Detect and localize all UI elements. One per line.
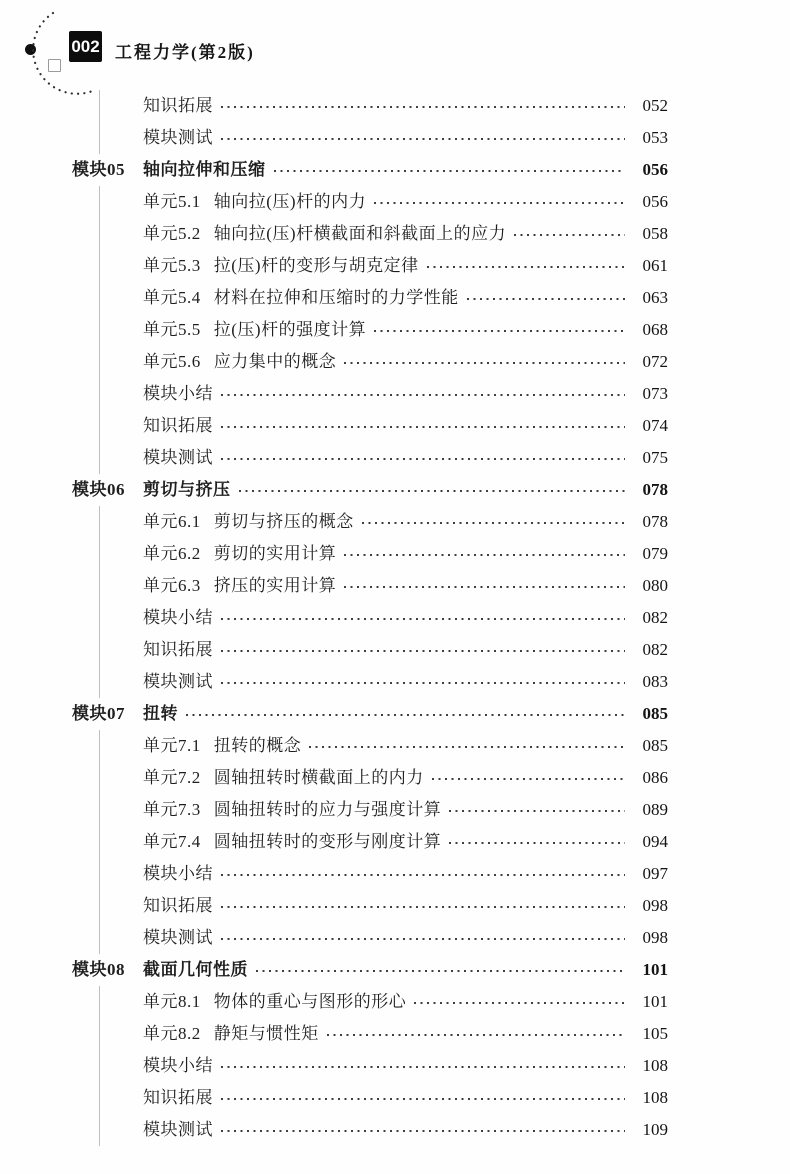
page-number: 105: [642, 1024, 668, 1043]
toc-entry: [143, 1018, 668, 1050]
dot-leader: [514, 234, 625, 236]
entry-title: 挤压的实用计算: [213, 576, 337, 595]
page-number: 094: [642, 832, 668, 851]
toc-entry: [143, 922, 668, 954]
module-header-row: [72, 474, 668, 506]
entry-label: 单元7.3: [143, 800, 201, 819]
dot-leader: [186, 714, 625, 716]
page-header: [0, 0, 790, 92]
page-number: 083: [642, 672, 668, 691]
entry-title: 模块测试: [143, 928, 213, 947]
toc-entry: [143, 506, 668, 538]
dot-leader: [221, 1066, 625, 1068]
entry-title: 圆轴扭转时横截面上的内力: [213, 768, 424, 787]
page-number: 080: [642, 576, 668, 595]
entry-title: 模块测试: [143, 672, 213, 691]
module-title: 轴向拉伸和压缩: [143, 160, 266, 179]
module-label: 模块08: [72, 960, 125, 979]
page-number: 082: [642, 608, 668, 627]
page-number: 108: [642, 1056, 668, 1075]
toc-entry: [143, 858, 668, 890]
dot-leader: [344, 362, 625, 364]
entry-title: 剪切与挤压的概念: [213, 512, 354, 531]
entry-title: 圆轴扭转时的应力与强度计算: [213, 800, 442, 819]
entry-title: 模块小结: [143, 384, 213, 403]
toc-section: [72, 154, 668, 474]
page-number: 085: [642, 704, 668, 723]
page-number: 085: [642, 736, 668, 755]
dot-leader: [239, 490, 626, 492]
entry-title: 拉(压)杆的强度计算: [213, 320, 367, 339]
dot-leader: [449, 810, 625, 812]
entry-title: 拉(压)杆的变形与胡克定律: [213, 256, 419, 275]
module-header-row: [72, 698, 668, 730]
page-number: 101: [642, 960, 668, 979]
dot-leader: [221, 426, 625, 428]
entry-label: 单元5.4: [143, 288, 201, 307]
book-title: 工程力学(第2版): [115, 43, 255, 62]
toc-entry: [143, 634, 668, 666]
module-header-row: [72, 954, 668, 986]
entry-label: 单元6.3: [143, 576, 201, 595]
entry-title: 剪切的实用计算: [213, 544, 337, 563]
toc-section-items: [99, 730, 668, 954]
dot-leader: [274, 170, 626, 172]
page-number: 056: [642, 160, 668, 179]
dot-leader: [221, 106, 625, 108]
page-number: 058: [642, 224, 668, 243]
entry-label: 单元8.1: [143, 992, 201, 1011]
toc-entry: [143, 890, 668, 922]
toc: [72, 90, 668, 1146]
dot-leader: [221, 650, 625, 652]
page-number: 052: [642, 96, 668, 115]
toc-entry: [143, 346, 668, 378]
toc-section: [72, 90, 668, 154]
dot-leader: [449, 842, 625, 844]
page-number: 063: [642, 288, 668, 307]
dot-leader: [374, 330, 625, 332]
dot-leader: [221, 618, 625, 620]
page-number: 075: [642, 448, 668, 467]
entry-title: 扭转的概念: [213, 736, 302, 755]
entry-title: 模块测试: [143, 128, 213, 147]
dot-leader: [374, 202, 625, 204]
entry-title: 物体的重心与图形的形心: [213, 992, 407, 1011]
entry-title: 静矩与惯性矩: [213, 1024, 319, 1043]
toc-entry: [143, 282, 668, 314]
entry-title: 模块测试: [143, 448, 213, 467]
page-number: 098: [642, 896, 668, 915]
toc-section: [72, 954, 668, 1146]
entry-label: 单元5.3: [143, 256, 201, 275]
entry-label: 单元6.2: [143, 544, 201, 563]
entry-label: 单元7.2: [143, 768, 201, 787]
toc-entry: [143, 986, 668, 1018]
page-number: 089: [642, 800, 668, 819]
toc-entry: [143, 378, 668, 410]
entry-title: 知识拓展: [143, 416, 213, 435]
page-number: 061: [642, 256, 668, 275]
dot-leader: [221, 938, 625, 940]
toc-entry: [143, 410, 668, 442]
module-title: 剪切与挤压: [143, 480, 231, 499]
entry-label: 单元5.1: [143, 192, 201, 211]
entry-title: 轴向拉(压)杆的内力: [213, 192, 367, 211]
entry-title: 应力集中的概念: [213, 352, 337, 371]
dot-leader: [467, 298, 625, 300]
toc-entry: [143, 1082, 668, 1114]
page-number: 072: [642, 352, 668, 371]
entry-label: 单元5.6: [143, 352, 201, 371]
dot-leader: [432, 778, 625, 780]
page-number: 097: [642, 864, 668, 883]
module-label: 模块07: [72, 704, 125, 723]
entry-title: 模块小结: [143, 1056, 213, 1075]
page-number: 073: [642, 384, 668, 403]
page-number: 056: [642, 192, 668, 211]
toc-entry: [143, 122, 668, 154]
toc-section-items: [99, 986, 668, 1146]
dot-leader: [344, 554, 625, 556]
page-number: 078: [642, 480, 668, 499]
page-number: 074: [642, 416, 668, 435]
page-number: 108: [642, 1088, 668, 1107]
toc-entry: [143, 538, 668, 570]
dot-leader: [221, 1130, 625, 1132]
entry-label: 单元6.1: [143, 512, 201, 531]
dot-leader: [327, 1034, 625, 1036]
dot-leader: [309, 746, 625, 748]
toc-entry: [143, 314, 668, 346]
entry-label: 单元5.2: [143, 224, 201, 243]
entry-label: 单元8.2: [143, 1024, 201, 1043]
page-number: 109: [642, 1120, 668, 1139]
toc-entry: [143, 218, 668, 250]
page-number: 082: [642, 640, 668, 659]
toc-entry: [143, 90, 668, 122]
page-number: 079: [642, 544, 668, 563]
entry-title: 圆轴扭转时的变形与刚度计算: [213, 832, 442, 851]
toc-entry: [143, 1050, 668, 1082]
module-title: 截面几何性质: [143, 960, 248, 979]
dot-leader: [221, 874, 625, 876]
toc-entry: [143, 442, 668, 474]
module-label: 模块05: [72, 160, 125, 179]
entry-label: 单元5.5: [143, 320, 201, 339]
dot-leader: [414, 1002, 625, 1004]
dot-leader: [221, 394, 625, 396]
entry-title: 材料在拉伸和压缩时的力学性能: [213, 288, 459, 307]
toc-entry: [143, 826, 668, 858]
module-label: 模块06: [72, 480, 125, 499]
page-number: 101: [642, 992, 668, 1011]
dot-leader: [427, 266, 625, 268]
toc-entry: [143, 1114, 668, 1146]
dot-leader: [344, 586, 625, 588]
toc-section: [72, 698, 668, 954]
page-number: 078: [642, 512, 668, 531]
toc-entry: [143, 730, 668, 762]
dot-leader: [221, 138, 625, 140]
toc-entry: [143, 762, 668, 794]
toc-entry: [143, 602, 668, 634]
toc-section-items: [99, 90, 668, 154]
page-number-badge: 002: [69, 31, 102, 62]
dot-leader: [221, 682, 625, 684]
page-number: 068: [642, 320, 668, 339]
toc-entry: [143, 794, 668, 826]
dot-leader: [221, 906, 625, 908]
toc-section-items: [99, 506, 668, 698]
square-outline-icon: [48, 59, 61, 72]
entry-title: 模块小结: [143, 864, 213, 883]
entry-title: 知识拓展: [143, 896, 213, 915]
toc-section-items: [99, 186, 668, 474]
entry-label: 单元7.1: [143, 736, 201, 755]
toc-section: [72, 474, 668, 698]
entry-title: 知识拓展: [143, 1088, 213, 1107]
toc-entry: [143, 666, 668, 698]
page-number: 098: [642, 928, 668, 947]
entry-title: 知识拓展: [143, 96, 213, 115]
entry-title: 轴向拉(压)杆横截面和斜截面上的应力: [213, 224, 507, 243]
dot-leader: [256, 970, 625, 972]
module-title: 扭转: [143, 704, 178, 723]
dot-leader: [221, 458, 625, 460]
toc-entry: [143, 570, 668, 602]
page-number: 053: [642, 128, 668, 147]
dot-leader: [221, 1098, 625, 1100]
entry-title: 知识拓展: [143, 640, 213, 659]
toc-entry: [143, 250, 668, 282]
dot-leader: [362, 522, 625, 524]
entry-title: 模块测试: [143, 1120, 213, 1139]
module-header-row: [72, 154, 668, 186]
entry-label: 单元7.4: [143, 832, 201, 851]
page-number: 086: [642, 768, 668, 787]
toc-entry: [143, 186, 668, 218]
entry-title: 模块小结: [143, 608, 213, 627]
